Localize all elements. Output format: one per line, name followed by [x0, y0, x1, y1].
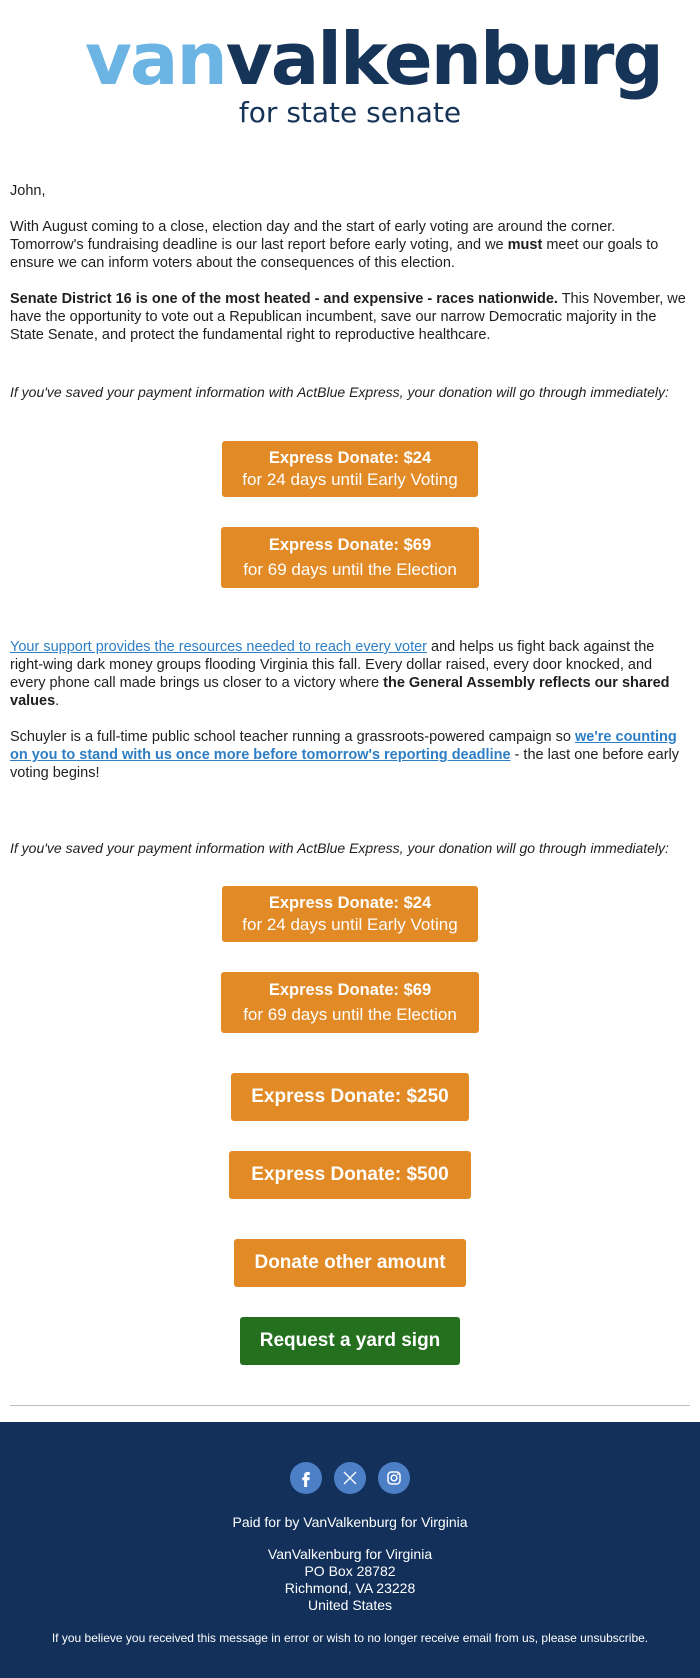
unsubscribe-notice[interactable]: If you believe you received this message in error or wish to no longer receive email from us, please unsubscribe.	[51, 1631, 649, 1645]
social-icons	[0, 1462, 700, 1494]
express-note-2: If you've saved your payment information with ActBlue Express, your donation will go through immediately:	[10, 840, 669, 856]
facebook-icon[interactable]	[290, 1462, 322, 1494]
express-donate-69-button[interactable]: Express Donate: $69 for 69 days until the Election	[221, 527, 479, 588]
paragraph-intro: With August coming to a close, election day and the start of early voting are around the corner. Tomorrow's fundraising deadline is our last report before early voting, and we must meet our goals to ensure we can inform voters about the consequences of this election.	[10, 219, 659, 271]
express-note: If you've saved your payment information with ActBlue Express, your donation will go through immediately:	[10, 384, 669, 400]
address-line-3: Richmond, VA 23228	[284, 1580, 416, 1596]
support-link[interactable]: Your support provides the resources needed to reach every voter	[10, 639, 427, 655]
divider	[10, 1405, 690, 1406]
paid-for-disclaimer: Paid for by VanValkenburg for Virginia	[232, 1514, 468, 1530]
express-donate-500-button[interactable]: Express Donate: $500	[229, 1151, 471, 1199]
logo-wordmark: vanvalkenburg	[85, 17, 662, 101]
logo-tagline: for state senate	[238, 96, 462, 129]
deadline-link[interactable]: we're counting on you to stand with us once more before tomorrow's reporting deadline	[10, 729, 677, 763]
donate-other-amount-button[interactable]: Donate other amount	[234, 1239, 466, 1287]
address-line-1: VanValkenburg for Virginia	[267, 1546, 433, 1562]
paragraph-support: Your support provides the resources needed to reach every voter and helps us fight back against the right-wing dark money groups flooding Virginia this fall. Every dollar raised, every door knocked, and every phone call made brings us closer to a victory where the General Assembly reflects our shared values.	[10, 639, 670, 709]
express-donate-250-button[interactable]: Express Donate: $250	[231, 1073, 469, 1121]
express-donate-24-button-2[interactable]: Express Donate: $24 for 24 days until Early Voting	[222, 886, 478, 942]
x-icon[interactable]	[334, 1462, 366, 1494]
address-line-4: United States	[307, 1597, 393, 1613]
footer	[0, 1422, 700, 1678]
instagram-icon[interactable]	[378, 1462, 410, 1494]
paragraph-district: Senate District 16 is one of the most heated - and expensive - races nationwide. This November, we have the opportunity to vote out a Republican incumbent, save our narrow Democratic majority in the State Senate, and protect the fundamental right to reproductive healthcare.	[10, 291, 686, 343]
address-line-2: PO Box 28782	[304, 1563, 396, 1579]
paragraph-schuyler: Schuyler is a full-time public school teacher running a grassroots-powered campaign so we're counting on you to stand with us once more before tomorrow's reporting deadline - the last one before early voting begins!	[10, 729, 679, 781]
request-yard-sign-button[interactable]: Request a yard sign	[240, 1317, 460, 1365]
greeting: John,	[10, 183, 46, 199]
campaign-logo	[0, 0, 700, 150]
express-donate-69-button-2[interactable]: Express Donate: $69 for 69 days until the Election	[221, 972, 479, 1033]
express-donate-24-button[interactable]: Express Donate: $24 for 24 days until Early Voting	[222, 441, 478, 497]
